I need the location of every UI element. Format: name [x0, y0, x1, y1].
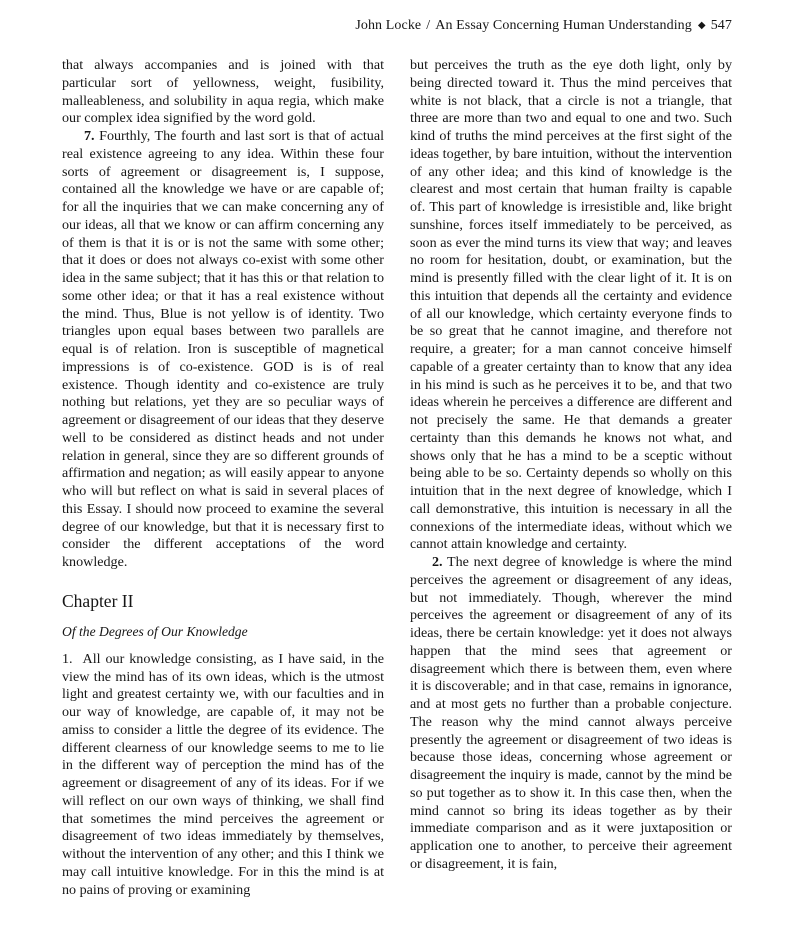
- paragraph-number: 2.: [432, 554, 443, 570]
- right-column: [410, 57, 732, 874]
- left-paragraph-3: [62, 651, 384, 900]
- chapter-title: Chapter II: [62, 590, 134, 611]
- running-header: [355, 18, 732, 34]
- header-work-title: An Essay Concerning Human Understanding: [435, 18, 692, 33]
- chapter-subtitle: Of the Degrees of Our Knowledge: [62, 623, 248, 639]
- left-paragraph-3-text: All our knowledge consisting, as I have said, in the view the mind has of its own ideas, which is the utmost light and greatest certainty we, with our faculties and in our way of knowledge, are capable of, it may not be amiss to consider a little the degree of its evidence. The different clearness of our knowledge seems to me to lie in the different way of perception the mind has of the agreement or disagreement of any of its ideas. For if we will reflect on our own ways of thinking, we shall find that sometimes the mind perceives the agreement or disagreement of two ideas immediately by themselves, without the intervention of any other; and this I think we may call intuitive knowledge. For in this the mind is at no pains of proving or examining: [62, 650, 384, 898]
- left-paragraph-1: that always accompanies and is joined with that particular sort of yellowness, weight, fusibility, malleableness, and solubility in aqua regia, which make our complex idea signified by the word gold.: [62, 57, 384, 127]
- left-paragraph-2-text: Fourthly, The fourth and last sort is that of actual real existence agreeing to any idea. Within these four sorts of agreement or disagreement is, I suppose, contained all the knowledge we have or are capable of; for all the inquiries that we can make concerning any of our ideas, all that we know or can affirm concerning any of them is that it is or is not the same with some other; that it does or does not always co-exist with some other idea in the same subject; that it has this or that relation to some other idea; or that it has a real existence without the mind. Thus, Blue is not yellow is of identity. Two triangles upon equal bases between two parallels are equal is of relation. Iron is susceptible of magnetical impressions is of co-existence. GOD is is of real existence. Though identity and co-existence are truly nothing but relations, yet they are so peculiar ways of agreement or disagreement of our ideas that they deserve well to be considered as distinct heads and not under relation in general, since they are so different grounds of affirmation and negation; as will easily appear to anyone who will but reflect on what is said in several places of this Essay. I should now proceed to examine the several degree of our knowledge, but that it is necessary first to consider the different acceptations of the word knowledge.: [62, 128, 385, 570]
- header-separator: /: [426, 18, 431, 33]
- left-paragraph-2: [62, 128, 384, 572]
- header-author: John Locke: [355, 18, 422, 33]
- right-paragraph-2: [410, 554, 732, 874]
- paragraph-number: 1.: [62, 650, 73, 667]
- diamond-ornament-icon: ◆: [697, 20, 706, 31]
- left-column: [62, 57, 384, 899]
- paragraph-number: 7.: [84, 128, 95, 144]
- right-paragraph-1: but perceives the truth as the eye doth light, only by being directed toward it. Thus the mind perceives that white is not black, that a circle is not a triangle, that three are more than two and equal to one and two. Such kind of truths the mind perceives at the first sight of the ideas together, by bare intuition, without the intervention of any other idea; and this kind of knowledge is the clearest and most certain that human frailty is capable of. This part of knowledge is irresistible and, like bright sunshine, forces itself immediately to be perceived, as soon as ever the mind turns its view that way; and leaves no room for hesitation, doubt, or examination, but the mind is presently filled with the clear light of it. It is on this intuition that depends all the certainty and evidence of all our knowledge, which certainty everyone finds to be so great that he cannot imagine, and therefore not require, a greater; for a man cannot conceive himself capable of a greater certainty than to know that any idea in his mind is such as he perceives it to be, and that two ideas wherein he perceives a difference are different and not precisely the same. He that demands a greater certainty than this demands he knows not what, and shows only that he has a mind to be a sceptic without being able to be so. Certainty depends so wholly on this intuition that in the next degree of knowledge, which I call demonstrative, this intuition is necessary in all the connexions of the intermediate ideas, without which we cannot attain knowledge and certainty.: [410, 57, 732, 553]
- right-paragraph-2-text: The next degree of knowledge is where the mind perceives the agreement or disagreement of any ideas, but not immediately. Though, wherever the mind perceives the agreement or disagreement of any of its ideas, there be certain knowledge: yet it does not always happen that the mind sees that agreement or disagreement which there is between them, even where it is discoverable; and in that case, remains in ignorance, and at most gets no further than a probable conjecture. The reason why the mind cannot always perceive presently the agreement or disagreement of two ideas is because those ideas, concerning whose agreement or disagreement the inquiry is made, cannot by the mind be so put together as to show it. In this case then, when the mind cannot so bring its ideas together as by their immediate comparison and as it were juxtaposition or application one to another, to perceive their agreement or disagreement, it is fain,: [410, 554, 732, 872]
- page-number: 547: [710, 18, 732, 33]
